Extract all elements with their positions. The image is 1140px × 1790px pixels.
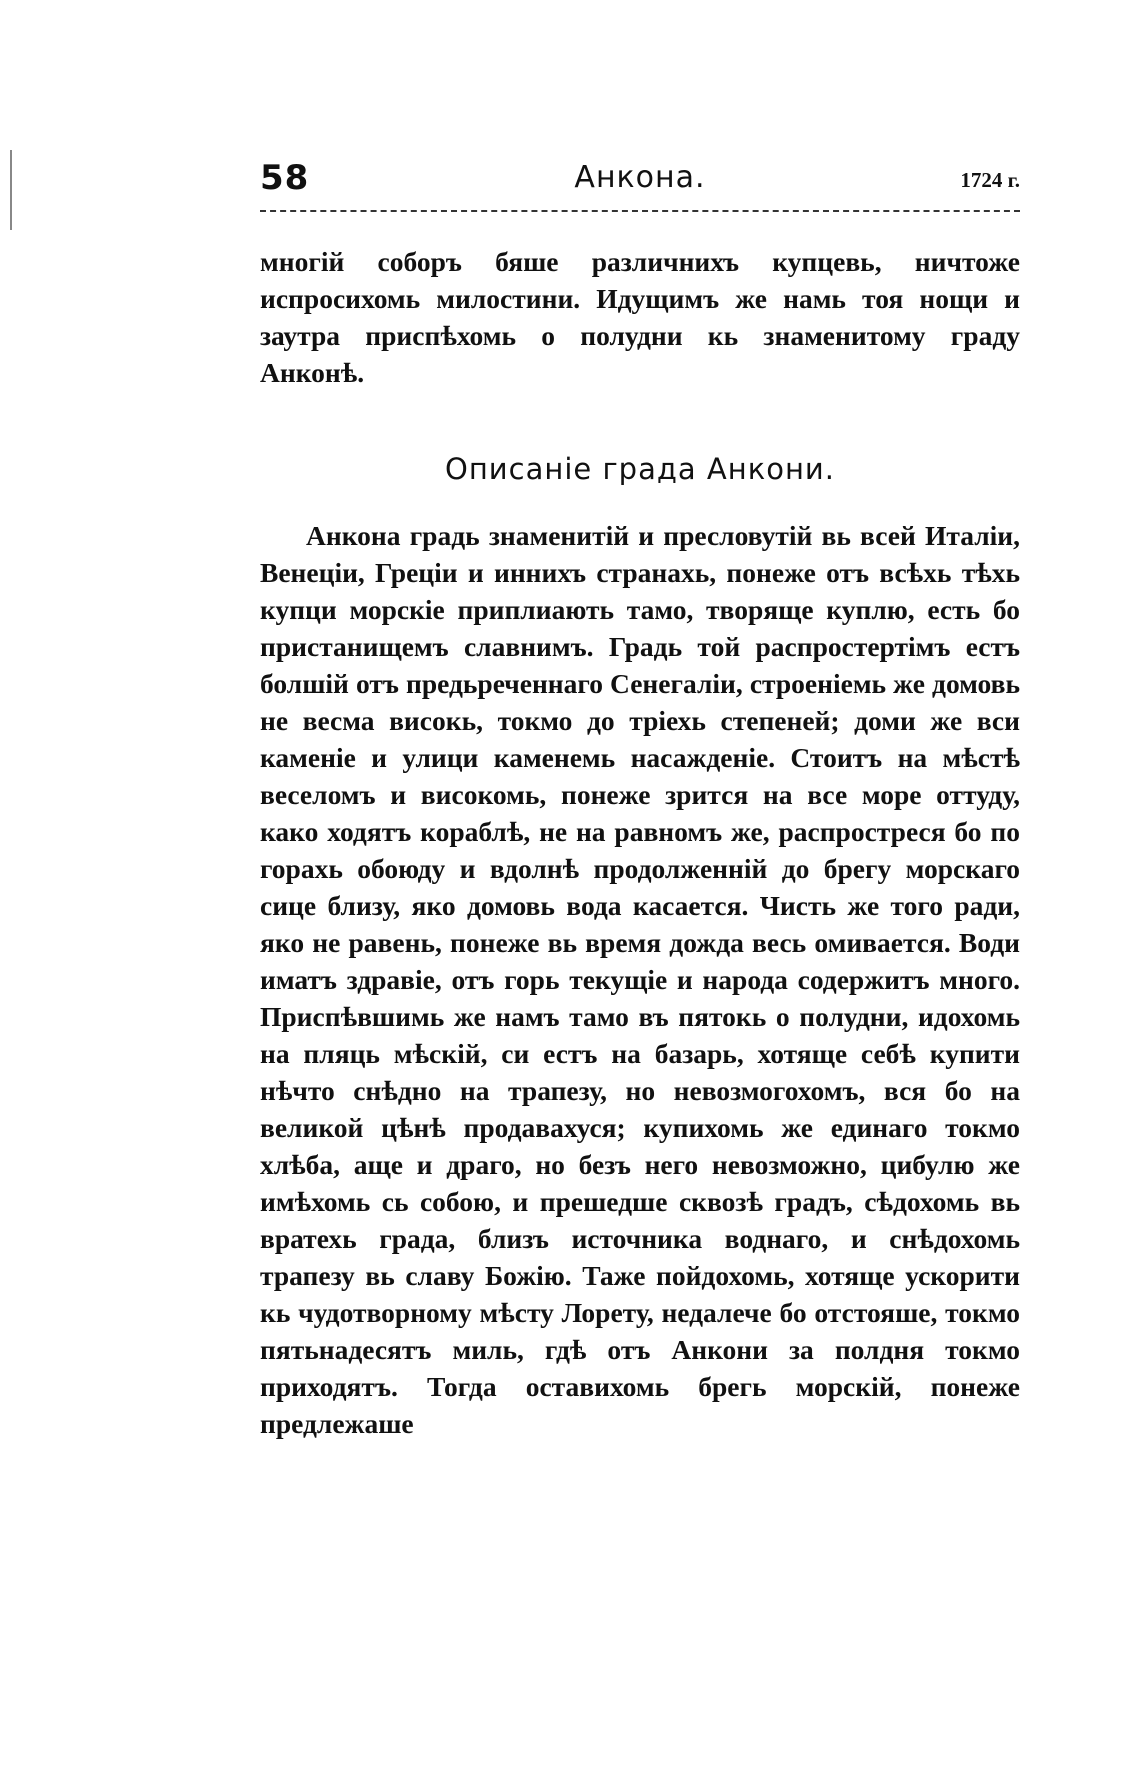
continuation-paragraph xyxy=(260,243,1020,391)
section-heading: Описаніе града Анкони. xyxy=(445,452,835,486)
page-edge-mark xyxy=(10,150,12,230)
continuation-text: многій соборъ бяше различнихъ купцевь, ничтоже испросихомь милостини. Идущимъ же намь тоя нощи и заутра приспѣхомь о полудни кь знаменитому граду Анконѣ. xyxy=(260,246,1020,388)
header-year: 1724 г. xyxy=(960,168,1020,192)
running-title: Анкона. xyxy=(574,160,706,195)
page-number: 58 xyxy=(260,158,310,198)
header-rule xyxy=(260,210,1020,212)
page-header xyxy=(260,158,1020,208)
section-body xyxy=(260,517,1020,1442)
body-paragraph: Анкона градь знаменитій и пресловутій вь всей Италіи, Венеціи, Греціи и иннихъ странахь, понеже отъ всѣхь тѣхь купци морскіе приплиають тамо, творяще куплю, есть бо пристанищемъ славнимъ. Градь той распростертімъ естъ болшій отъ предьреченнаго Сенегаліи, строеніемь же домовь не весма високь, токмо до тріехь степеней; доми же вси каменіе и улици каменемь насажденіе. Стоитъ на мѣстѣ веселомъ и високомь, понеже зрится на все море оттуду, како ходятъ кораблѣ, не на равномъ же, распростреся бо по горахь обоюду и вдолнѣ продолженній до брегу морскаго сице близу, яко домовь вода касается. Чисть же того ради, яко не равень, понеже вь время дождa весь омивается. Води иматъ здравіе, отъ горь текущіе и народа содержитъ много. Приспѣвшимь же намъ тамо въ пятокь о полудни, идохомь на пляць мѣскій, си естъ на базарь, хотяще себѣ купити нѣчто снѣдно на трапезу, но невозмогохомъ, вся бо на великой цѣнѣ продавахуся; купихомь же единаго токмо хлѣба, аще и драго, но безъ него невозможно, цибулю же имѣхомь сь собою, и прешедше сквозѣ градъ, сѣдохомь вь вратехь града, близъ источника воднаго, и снѣдохомь трапезу вь славу Божію. Таже пойдохомь, хотяще ускорити кь чудотворному мѣсту Лорету, недалече бо отстояше, токмо пятьнадесятъ миль, гдѣ отъ Анкони за полдня токмо приходятъ. Тогда оставихомь брегь морскій, понеже предлежаше xyxy=(260,520,1020,1439)
